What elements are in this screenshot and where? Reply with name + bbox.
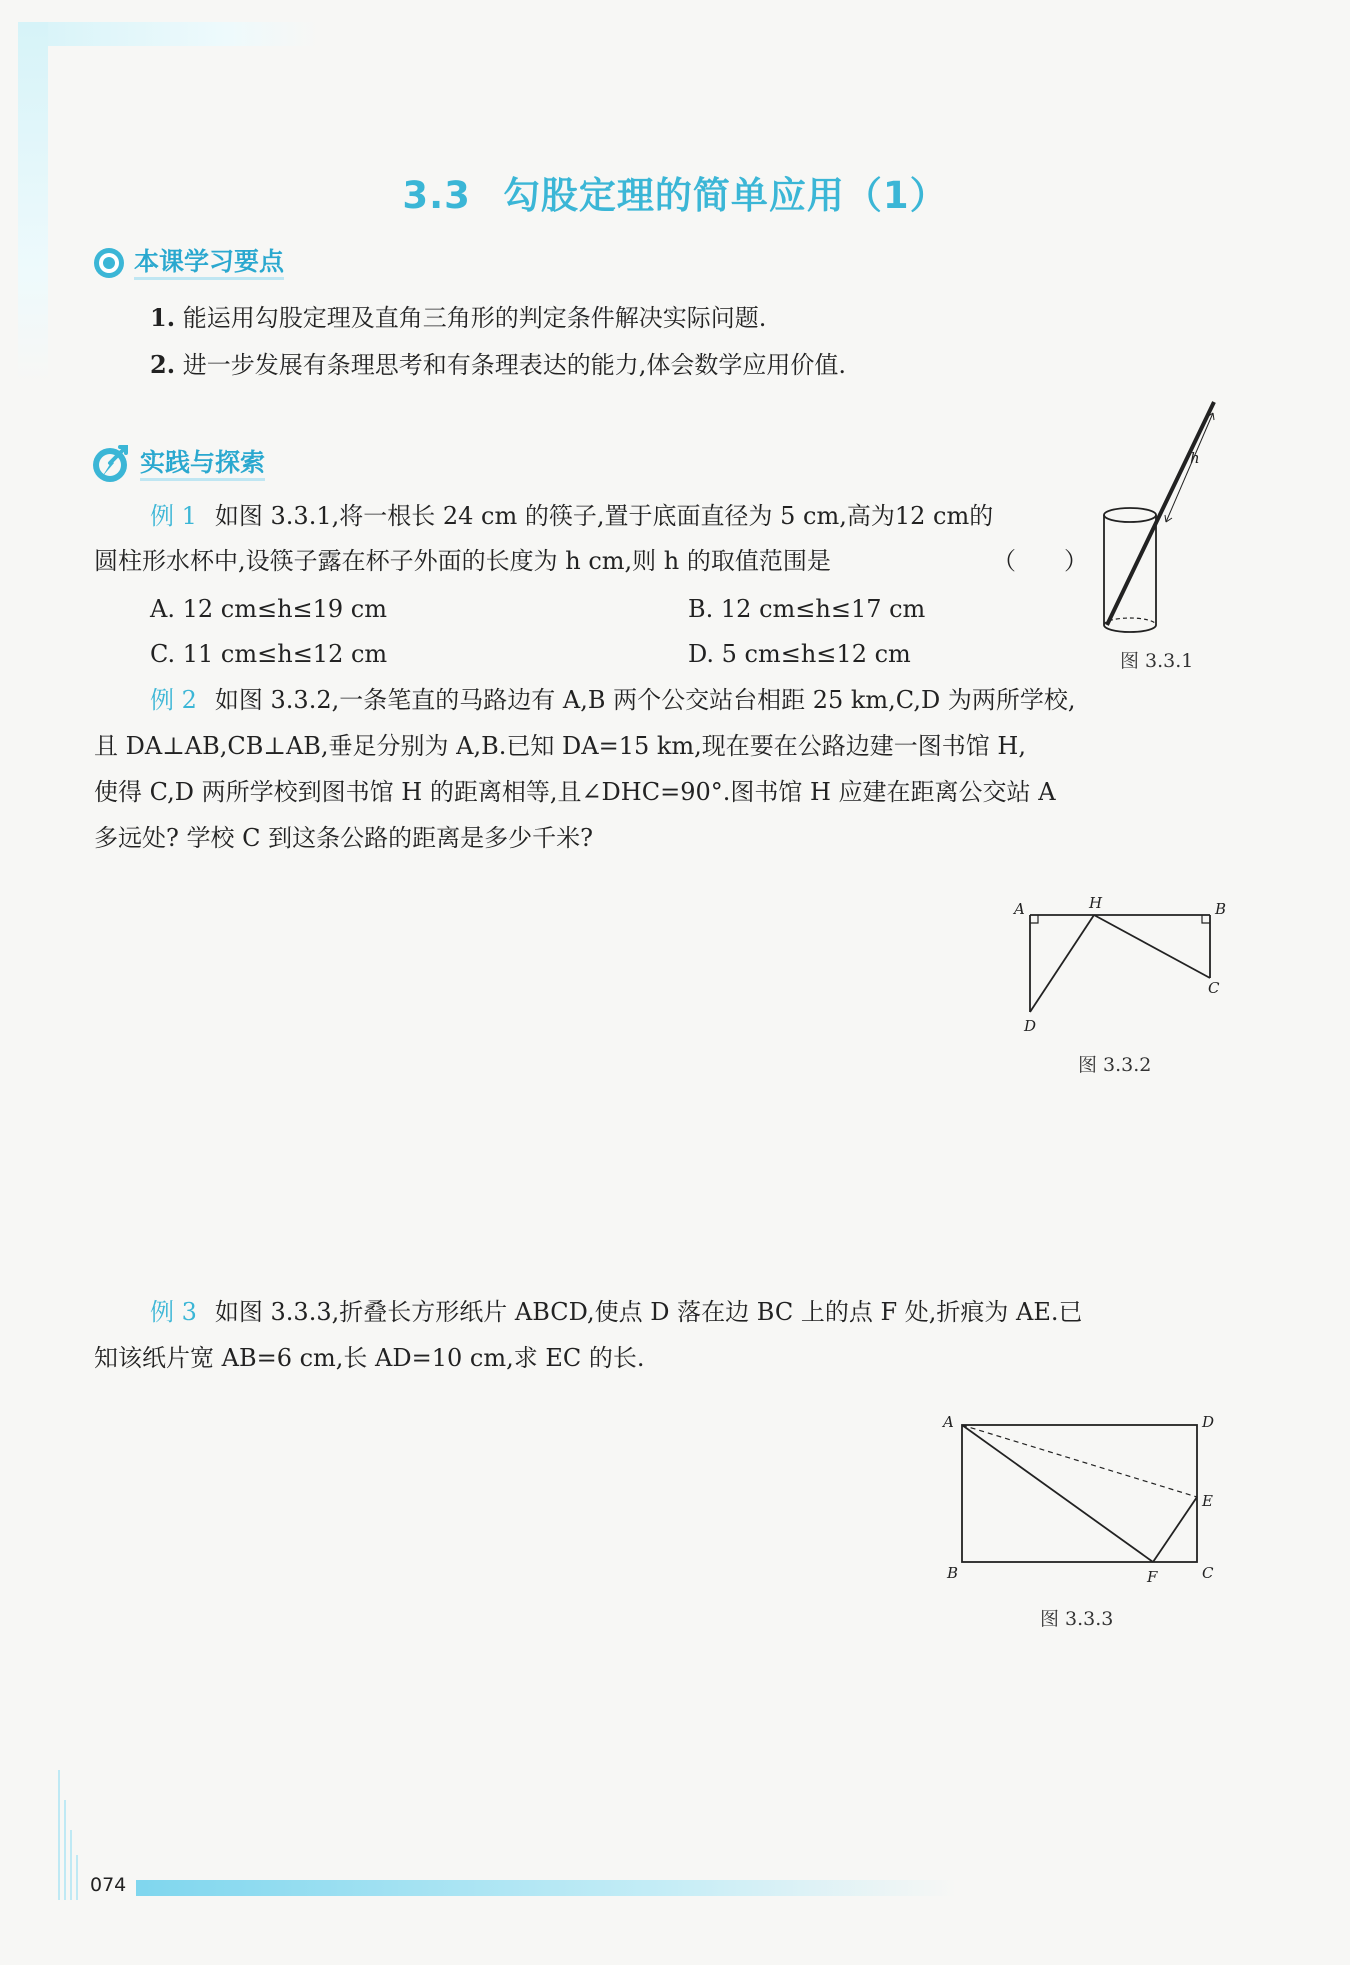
fold-line-ae (962, 1425, 1197, 1497)
page-title (0, 165, 1350, 219)
cup-top-rim (1104, 508, 1156, 522)
figure-3-3-2 (1010, 890, 1230, 1040)
example1-option-d: D. 5 cm≤h≤12 cm (688, 640, 911, 668)
dart-icon (90, 443, 132, 485)
point-label-h: H (1089, 894, 1103, 912)
objective-text-2: 进一步发展有条理思考和有条理表达的能力,体会数学应用价值. (182, 351, 846, 379)
objectives-heading-label: 本课学习要点 (134, 247, 284, 280)
rectangle-abcd (962, 1425, 1197, 1562)
example2-line2: 且 DA⊥AB,CB⊥AB,垂足分别为 A,B.已知 DA=15 km,现在要在公路边建一图书馆 H, (94, 732, 1026, 760)
figure-3-3-1 (1090, 395, 1240, 635)
practice-heading (90, 443, 265, 485)
example2-line4: 多远处? 学校 C 到这条公路的距离是多少千米? (94, 824, 593, 852)
figure-3-3-3 (935, 1410, 1220, 1590)
section-title: 勾股定理的简单应用（1） (502, 174, 948, 217)
point-label-e: E (1202, 1492, 1213, 1510)
example1-line1 (150, 501, 993, 531)
point-label-a: A (943, 1413, 954, 1431)
point-label-c: C (1202, 1564, 1214, 1582)
example1-answer-blank: （ ） (992, 547, 1088, 575)
dimension-line-h (1166, 413, 1213, 522)
objective-item-1 (150, 303, 766, 333)
objectives-heading (92, 246, 284, 280)
example1-text-line1: 如图 3.3.1,将一根长 24 cm 的筷子,置于底面直径为 5 cm,高为12 cm的 (214, 502, 994, 530)
segment-dh (1030, 915, 1094, 1012)
point-label-b: B (1215, 900, 1227, 918)
example1-option-b: B. 12 cm≤h≤17 cm (688, 595, 926, 623)
right-angle-mark-b (1202, 915, 1210, 923)
page-number: 074 (90, 1874, 127, 1896)
cup-bottom-front (1104, 625, 1156, 632)
point-label-a: A (1014, 900, 1025, 918)
segment-hc (1094, 915, 1210, 978)
objective-num-1: 1. (150, 303, 176, 332)
example3-line1 (150, 1297, 1083, 1327)
example1-line2 (94, 546, 831, 576)
point-label-c: C (1208, 979, 1220, 997)
example2-line3: 使得 C,D 两所学校到图书馆 H 的距离相等,且∠DHC=90°.图书馆 H 应建在距离公交站 A (94, 778, 1056, 806)
point-label-f: F (1147, 1568, 1158, 1586)
footer-bar (136, 1880, 956, 1896)
corner-decoration-top (18, 22, 318, 46)
objective-text-1: 能运用勾股定理及直角三角形的判定条件解决实际问题. (182, 304, 767, 332)
caption-3-3-1: 图 3.3.1 (1120, 650, 1194, 672)
section-number: 3.3 (402, 174, 471, 217)
chopstick (1107, 402, 1214, 625)
practice-heading-label: 实践与探索 (140, 448, 265, 481)
example3-label: 例 3 (150, 1298, 197, 1326)
objective-item-2 (150, 350, 846, 380)
example2-line1 (150, 685, 1075, 715)
segment-af (962, 1425, 1153, 1562)
objective-num-2: 2. (150, 350, 176, 379)
point-label-d: D (1202, 1413, 1215, 1431)
example2-label: 例 2 (150, 686, 197, 714)
target-icon (92, 246, 126, 280)
right-angle-mark-a (1030, 915, 1038, 923)
example1-option-a: A. 12 cm≤h≤19 cm (150, 595, 387, 623)
footer-stripes (56, 1770, 80, 1900)
point-label-d: D (1024, 1017, 1037, 1035)
point-label-b: B (947, 1564, 959, 1582)
example1-text-line2: 圆柱形水杯中,设筷子露在杯子外面的长度为 h cm,则 h 的取值范围是 (94, 547, 831, 575)
example1-option-c: C. 11 cm≤h≤12 cm (150, 640, 388, 668)
segment-fe (1153, 1497, 1197, 1562)
example3-text-line1: 如图 3.3.3,折叠长方形纸片 ABCD,使点 D 落在边 BC 上的点 F 处,折痕为 AE.已 (214, 1298, 1083, 1326)
figure-label-h: h (1190, 449, 1200, 467)
example1-label: 例 1 (150, 502, 197, 530)
example2-text-line1: 如图 3.3.2,一条笔直的马路边有 A,B 两个公交站台相距 25 km,C,D 为两所学校, (214, 686, 1076, 714)
caption-3-3-3: 图 3.3.3 (1040, 1608, 1114, 1630)
caption-3-3-2: 图 3.3.2 (1078, 1054, 1152, 1076)
example3-line2: 知该纸片宽 AB=6 cm,长 AD=10 cm,求 EC 的长. (94, 1344, 645, 1372)
